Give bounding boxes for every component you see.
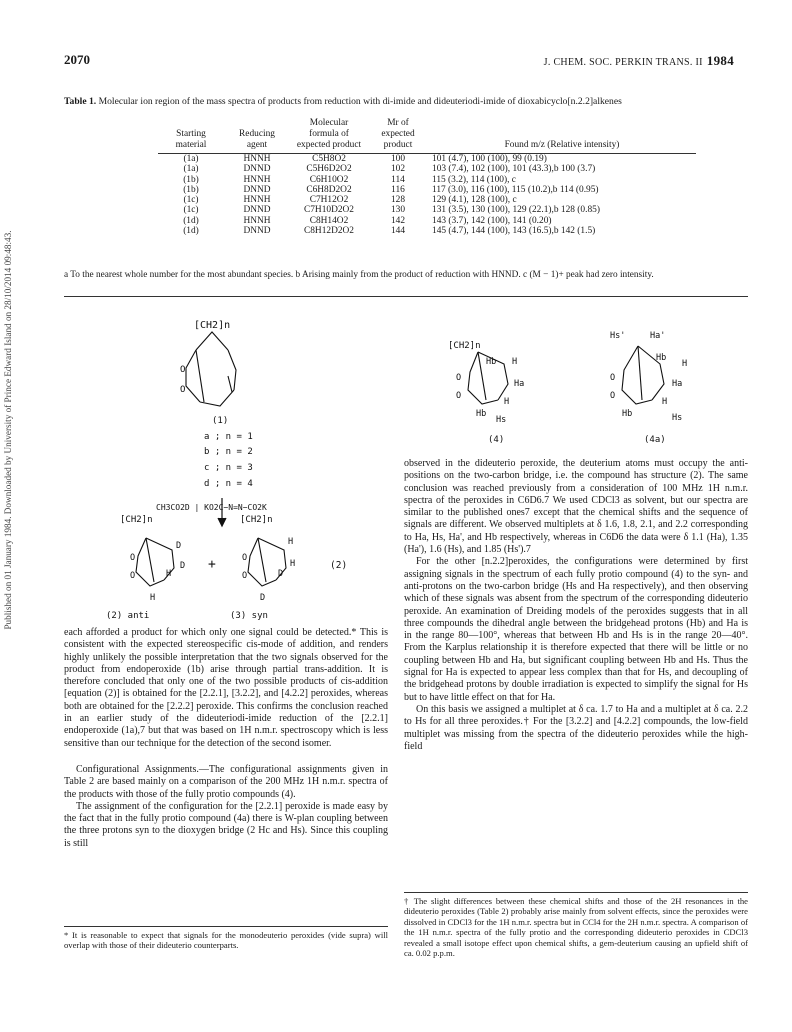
table-cell: 143 (3.7), 142 (100), 141 (0.20) (432, 215, 552, 226)
table-row (158, 164, 696, 174)
mass-spectra-table (158, 118, 696, 236)
table-row (158, 154, 696, 165)
table-cell: C5H8O2 (312, 154, 346, 164)
table-cell: C6H10O2 (309, 174, 349, 185)
proton-label: Hb (656, 353, 667, 363)
table-cell: DNND (243, 205, 271, 216)
table-cell: C5H6D2O2 (306, 164, 352, 175)
col-header: Molecular formula of expected product (290, 118, 368, 154)
proton-label: Hs (672, 413, 683, 423)
atom-label: D (180, 561, 186, 571)
reaction-scheme (100, 310, 390, 620)
proton-label: H (504, 397, 510, 407)
atom-label: D (176, 541, 182, 551)
structure-label-4: (4) (488, 435, 505, 445)
col-header: Mr of expected product (368, 118, 428, 154)
variant-label: c ; n = 3 (204, 463, 253, 473)
proton-label: H (682, 359, 688, 369)
ring-bridge-label: [CH2]n (240, 515, 273, 525)
atom-label: H (290, 559, 296, 569)
proton-label: Hs' (610, 331, 626, 341)
oxygen-label: O (456, 391, 462, 401)
table-row (158, 185, 696, 195)
proton-label: Ha (672, 379, 683, 389)
table-cell: 102 (390, 164, 406, 175)
reagent-label: CH3CO2D | KO2C−N=N−CO2K (156, 503, 267, 512)
proton-label: Hb (622, 409, 633, 419)
col-header: Reducing agent (224, 118, 290, 154)
table-cell: (1c) (183, 205, 199, 216)
oxygen-label: O (180, 365, 186, 375)
table-row (158, 226, 696, 236)
equation-number: (2) (330, 560, 348, 571)
table-cell: DNND (243, 164, 271, 175)
table-cell: 144 (390, 226, 406, 237)
table-cell: 142 (390, 215, 406, 226)
table-end-rule (64, 296, 748, 297)
paragraph: Configurational Assignments.—The configurational assignments given in Table 2 are based mainly on a comparison of the 200 MHz 1H n.m.r. spectra of the products with those of the fully protio compounds (4). (64, 763, 388, 800)
table-cell: C7H10D2O2 (303, 205, 354, 216)
structure-label-3: (3) syn (230, 611, 268, 620)
plus-sign: + (208, 557, 216, 572)
left-column-text (64, 627, 388, 850)
footnote-rule (404, 892, 748, 893)
table-caption: Table 1. Molecular ion region of the mass spectra of products from reduction with di-imide and dideuteriodi-imide of dioxabicyclo[n.2.2]alkenes (64, 96, 622, 107)
proton-label: H (662, 397, 668, 407)
structure-label-1: (1) (212, 416, 229, 426)
download-watermark: Published on 01 January 1984. Downloaded by University of Prince Edward Island on 28/10/2014 09:48:43. (3, 230, 13, 630)
table-cell: (1b) (183, 184, 199, 195)
table-cell: C7H12O2 (309, 195, 349, 206)
table-footnote: a To the nearest whole number for the most abundant species. b Arising mainly from the product of reduction with HNND. c (M − 1)+ peak had zero intensity. (64, 270, 654, 280)
atom-label: H (288, 537, 294, 547)
journal-header: J. CHEM. SOC. PERKIN TRANS. II 1984 (543, 53, 734, 68)
oxygen-label: O (456, 373, 462, 383)
table-cell: 128 (390, 195, 406, 206)
atom-label: D (260, 593, 266, 603)
table-cell: (1d) (183, 215, 199, 226)
table-cell: HNNH (243, 154, 271, 164)
left-footnote: * It is reasonable to expect that signals for the monodeuterio peroxides (vide supra) will overlap with those of their dideuterio counterparts. (64, 930, 388, 951)
table-cell: 131 (3.5), 130 (100), 129 (22.1),b 128 (0.85) (432, 205, 600, 216)
table-cell: 101 (4.7), 100 (100), 99 (0.19) (432, 154, 547, 164)
table-cell: (1b) (183, 174, 199, 185)
proton-label: H (512, 357, 518, 367)
table-cell: (1c) (183, 195, 199, 206)
ring-bridge-label: [CH2]n (194, 320, 231, 331)
table-cell: 100 (390, 154, 406, 164)
table-row (158, 175, 696, 185)
table-cell: 114 (391, 174, 405, 185)
table-cell: C6H8D2O2 (306, 184, 352, 195)
proton-label: Hb (476, 409, 487, 419)
right-column-text (404, 458, 748, 753)
table-cell: HNNH (243, 174, 271, 185)
right-footnote: † The slight differences between these chemical shifts and those of the 2H resonances in the dideuterio peroxides (Table 2) probably arise mainly from solvent effects, since the peroxides were dissolved in CDCl3 for the 1H n.m.r. spectra but in CCl4 for the 2H n.m.r. spectra. A comparison of the 1H n.m.r. spectra of the fully protio and the corresponding dideuterio peroxides in CDCl3 revealed a small isotope effect upon chemical shifts, a gem-deuterium causing an upfield shift of ca. 0.02 p.p.m. (404, 896, 748, 959)
paragraph: On this basis we assigned a multiplet at δ ca. 1.7 to Ha and a multiplet at δ ca. 2.2 to Hs for all three peroxides.† For the [3.2.2] and [4.2.2] compounds, the low-field multiplet was missing from the spectra of the dideuterio peroxides while the high-field (404, 703, 748, 752)
table-cell: 117 (3.0), 116 (100), 115 (10.2),b 114 (0.95) (432, 184, 599, 195)
oxygen-label: O (610, 391, 616, 401)
table-cell: DNND (243, 226, 271, 237)
table-cell: 130 (390, 205, 406, 216)
table-cell: 116 (391, 184, 405, 195)
table-cell: (1a) (183, 164, 199, 175)
footnote-rule (64, 926, 388, 927)
table-cell: HNNH (243, 195, 271, 206)
table-cell: 115 (3.2), 114 (100), c (432, 174, 516, 185)
ring-bridge-label: [CH2]n (120, 515, 153, 525)
ring-bridge-label: [CH2]n (448, 341, 481, 351)
table-cell: 103 (7.4), 102 (100), 101 (43.3),b 100 (3.7) (432, 164, 596, 175)
variant-label: d ; n = 4 (204, 479, 253, 489)
paragraph: The assignment of the configuration for the [2.2.1] peroxide is made easy by the fact that in the fully protio compound (4a) there is W-plan coupling between the three protons syn to the dioxygen bridge (2 Hc and Hs). Since this coupling is still (64, 800, 388, 849)
paragraph: For the other [n.2.2]peroxides, the configurations were determined by first assigning signals in the spectrum of each fully protio compound (4) to the syn- and anti-protons on the two-carbon bridge (Hs and Ha respectively), and then observing which of these signals was absent from the spectrum of the corresponding dideuterio peroxide. An examination of Dreiding models of the peroxides suggests that in all three compounds the dihedral angle between the bridgehead protons (Hb) and Ha is in the range 80—100°, whereas that between Hb and Hs is in the range 20—40°. From the Karplus relationship it is therefore expected that there will be little or no coupling between Hb and Ha, but significant coupling between Hb and Hs. Thus the signal for Ha is expected to appear less complex than that for Hs, and decoupling of the bridgehead protons by double irradiation is expected to simplify the signal for Hs but to have little effect on that for Ha. (404, 556, 748, 703)
structure-label-4a: (4a) (644, 435, 666, 445)
proton-label: Hs (496, 415, 507, 425)
table-row (158, 195, 696, 205)
paragraph: each afforded a product for which only one signal could be detected.* This is consistent with the expected stereospecific cis-mode of addition, and renders highly unlikely the possible interpretation that the two signals observed for the product from endoperoxide (1b) arise through partial trans-addition. It is therefore concluded that only one of the two possible products of cis-addition [equation (2)] is obtained for the [2.2.1], [3.2.2], and [4.2.2] peroxides, whereas both are obtained for the [2.2.2] peroxide. This confirms the conclusion reached in an earlier study of the dideuteriodi-imide reduction of the [2.2.1] endoperoxide (1a),7 but that was based on 1H n.m.r. spectroscopy which is less sensitive than our technique for the detection of the second isomer. (64, 627, 388, 749)
page-number: 2070 (64, 52, 90, 67)
table-cell: HNNH (243, 215, 271, 226)
paragraph: observed in the dideuterio peroxide, the deuterium atoms must occupy the anti-positions on the two-carbon bridge, i.e. the compound has structure (2). The same conclusion was reached previously from a consideration of 100 MHz 1H n.m.r. spectra of the peroxides in C6D6.7 We used CDCl3 as solvent, but our spectra are similar to the published ones7 except that the chemical shifts and the sequence of signals are different. We observed multiplets at δ 1.6, 1.8, 2.1, and 2.2 corresponding to Ha, Hs, Ha', and Hb respectively, whereas in C6D6 the data were δ 1.1 (Ha), 1.35 (Ha'), 1.6 (Hs), and 1.85 (Hs').7 (404, 458, 748, 556)
table-cell: 145 (4.7), 144 (100), 143 (16.5),b 142 (1.5) (432, 226, 596, 237)
oxygen-label: O (130, 553, 136, 563)
structures-4 (410, 324, 750, 448)
proton-label: Ha (514, 379, 525, 389)
table-cell: C8H12D2O2 (303, 226, 354, 237)
table-cell: (1d) (183, 226, 199, 237)
col-header: Starting material (158, 118, 224, 154)
atom-label: D (278, 569, 284, 579)
variant-label: b ; n = 2 (204, 447, 253, 457)
table-cell: C8H14O2 (309, 215, 349, 226)
oxygen-label: O (610, 373, 616, 383)
table-row (158, 205, 696, 215)
table-cell: (1a) (183, 154, 199, 164)
proton-label: Ha' (650, 331, 666, 341)
table-cell: 129 (4.1), 128 (100), c (432, 195, 517, 206)
proton-label: Hb (486, 357, 497, 367)
variant-label: a ; n = 1 (204, 432, 253, 442)
oxygen-label: O (242, 553, 248, 563)
oxygen-label: O (180, 385, 186, 395)
col-header: Found m/z (Relative intensity) (428, 118, 696, 154)
oxygen-label: O (242, 571, 248, 581)
table-cell: DNND (243, 184, 271, 195)
atom-label: H (150, 593, 156, 603)
structure-label-2: (2) anti (106, 611, 150, 620)
oxygen-label: O (130, 571, 136, 581)
atom-label: H (166, 569, 172, 579)
table-row (158, 216, 696, 226)
